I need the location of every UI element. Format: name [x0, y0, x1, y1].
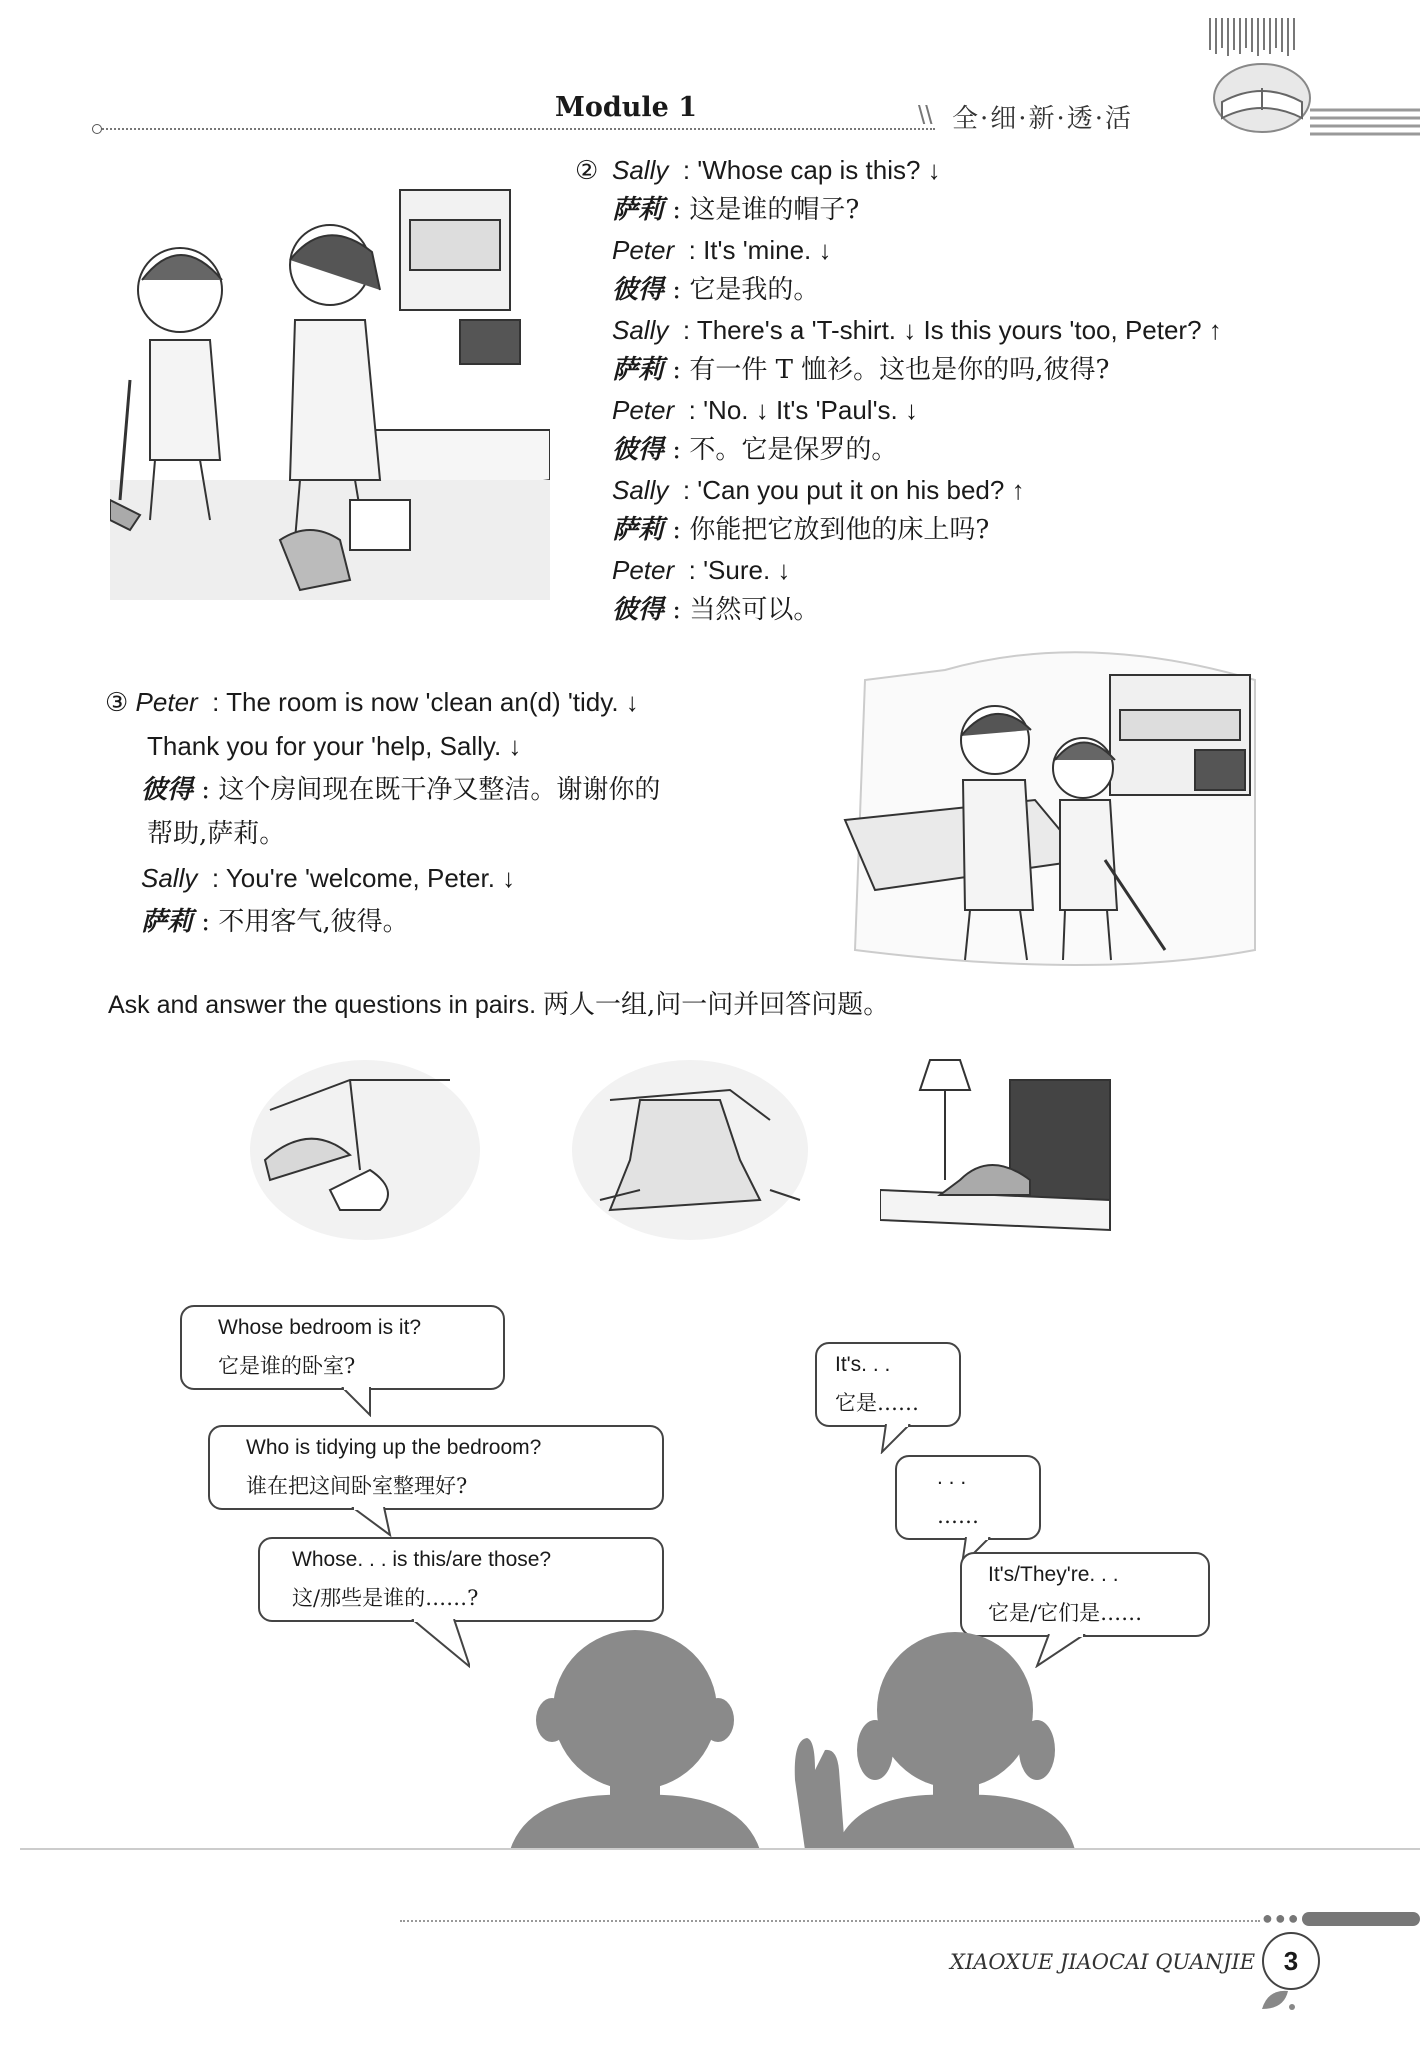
line-text: 'Whose cap is this? ↓ — [697, 155, 941, 185]
header-rule — [95, 128, 935, 130]
line-text: 这个房间现在既干净又整洁。谢谢你的 — [218, 775, 661, 805]
line-text: Thank you for your 'help, Sally. ↓ — [147, 731, 522, 761]
line-text: There's a 'T-shirt. ↓ Is this yours 'too, Peter? ↑ — [696, 315, 1222, 345]
dialogue3-line — [105, 724, 835, 768]
cap-picture — [880, 1040, 1120, 1260]
speaker-colon: : — [672, 595, 682, 625]
sock-picture — [250, 1040, 480, 1240]
header-rule-dot — [92, 124, 102, 134]
speaker-colon: : — [675, 155, 691, 185]
footer-rule — [20, 1848, 1420, 1850]
speaker-name: 彼得 — [612, 435, 665, 465]
bubble-tail — [350, 1507, 400, 1537]
speaker-colon: : — [204, 687, 220, 717]
bubble-text-en: Who is tidying up the bedroom? — [246, 1436, 542, 1459]
line-text: 当然可以。 — [689, 595, 820, 625]
line-text: 不。它是保罗的。 — [689, 435, 898, 465]
task-instruction-en: Ask and answer the questions in pairs. — [108, 991, 537, 1019]
dialogue3-line — [105, 768, 835, 812]
dialogue3-line — [105, 900, 835, 944]
line-text: 这是谁的帽子? — [689, 195, 860, 225]
speaker-colon: : — [675, 315, 691, 345]
dialogue2-marker: ② — [575, 155, 599, 185]
dialogue3-line — [105, 812, 835, 856]
line-text: 帮助,萨莉。 — [147, 819, 286, 849]
dialogue3 — [105, 680, 835, 944]
speaker-name: Peter — [612, 235, 675, 265]
dialogue3-marker: ③ — [105, 687, 129, 717]
bubble-text-en: Whose. . . is this/are those? — [292, 1548, 552, 1571]
dialogue2-line — [612, 350, 1312, 390]
speaker-colon: : — [204, 863, 220, 893]
tshirt-picture — [570, 1040, 810, 1240]
speaker-colon: : — [675, 475, 691, 505]
speaker-name: Peter — [135, 687, 198, 717]
header-slogan: 全·细·新·透·活 — [952, 104, 1134, 134]
dialogue2 — [612, 150, 1312, 630]
line-text: You're 'welcome, Peter. ↓ — [225, 863, 516, 893]
page-number: 3 — [1283, 1946, 1299, 1976]
bubble-text-en: It's. . . — [835, 1353, 891, 1376]
line-text: 'Can you put it on his bed? ↑ — [697, 475, 1025, 505]
footer-dots: ●●● — [1262, 1908, 1301, 1928]
speaker-colon: : — [672, 195, 682, 225]
bubble-text-cn: 这/那些是谁的……? — [292, 1586, 479, 1610]
speaker-name: Sally — [612, 315, 669, 345]
dialogue2-line — [612, 150, 1312, 190]
speaker-colon: : — [201, 775, 211, 805]
illustration-clean-room — [835, 650, 1265, 980]
boy-silhouette — [470, 1630, 800, 1850]
dialogue2-line — [612, 430, 1312, 470]
speaker-colon: : — [681, 395, 696, 425]
bubble-tail — [880, 1424, 920, 1454]
speaker-name: Peter — [612, 395, 675, 425]
answer-bubble — [895, 1455, 1041, 1540]
line-text: 你能把它放到他的床上吗? — [689, 515, 990, 545]
question-bubble — [208, 1425, 664, 1510]
dialogue2-line — [612, 190, 1312, 230]
speaker-name: 彼得 — [612, 595, 665, 625]
dialogue2-line — [612, 230, 1312, 270]
line-text: 'No. ↓ It's 'Paul's. ↓ — [703, 395, 918, 425]
line-text: 不用客气,彼得。 — [218, 907, 409, 937]
speaker-name: 彼得 — [612, 275, 665, 305]
speaker-colon: : — [201, 907, 211, 937]
task-instruction-cn: 两人一组,问一问并回答问题。 — [542, 990, 890, 1020]
line-text: It's 'mine. ↓ — [703, 235, 832, 265]
line-text: The room is now 'clean an(d) 'tidy. ↓ — [226, 687, 639, 717]
task-instruction — [108, 985, 889, 1025]
speaker-colon: : — [672, 275, 682, 305]
girl-silhouette — [775, 1630, 1125, 1850]
answer-bubble — [815, 1342, 961, 1427]
bubble-text-cn: 它是/它们是…… — [988, 1601, 1143, 1625]
dialogue3-line — [105, 680, 835, 724]
bubble-text-cn: 它是…… — [835, 1391, 919, 1415]
bubble-text-cn: 它是谁的卧室? — [218, 1354, 356, 1378]
dialogue2-line — [612, 550, 1312, 590]
line-text: 有一件 T 恤衫。这也是你的吗,彼得? — [689, 355, 1110, 385]
question-bubble — [180, 1305, 505, 1390]
dialogue2-line — [612, 470, 1312, 510]
bubble-tail — [410, 1619, 470, 1669]
answer-bubble — [960, 1552, 1210, 1637]
bubble-text-en: It's/They're. . . — [988, 1563, 1119, 1586]
bubble-text-en: Whose bedroom is it? — [218, 1316, 422, 1339]
bubble-text-en: . . . — [937, 1466, 967, 1489]
dialogue3-line — [105, 856, 835, 900]
speaker-name: 萨莉 — [141, 907, 194, 937]
speaker-name: Sally — [612, 155, 669, 185]
dialogue2-line — [612, 510, 1312, 550]
bubble-text-cn: …… — [937, 1504, 979, 1528]
page-number-circle — [1262, 1932, 1320, 1990]
dialogue2-line — [612, 270, 1312, 310]
speaker-colon: : — [681, 235, 696, 265]
question-bubble — [258, 1537, 664, 1622]
speaker-colon: : — [672, 355, 682, 385]
dialogue2-line — [612, 310, 1312, 350]
footer-bar — [1302, 1912, 1420, 1926]
book-logo-icon — [1200, 10, 1420, 140]
illustration-tidying-room — [110, 180, 550, 600]
speaker-name: 萨莉 — [612, 355, 665, 385]
footer-series: XIAOXUE JIAOCAI QUANJIE — [950, 1950, 1256, 1974]
bubble-tail — [340, 1387, 380, 1417]
speaker-colon: : — [672, 515, 682, 545]
line-text: 它是我的。 — [689, 275, 820, 305]
speaker-name: Sally — [141, 863, 198, 893]
speaker-name: 萨莉 — [612, 515, 665, 545]
line-text: 'Sure. ↓ — [703, 555, 791, 585]
speaker-name: 彼得 — [141, 775, 194, 805]
dialogue2-line — [612, 390, 1312, 430]
speaker-name: 萨莉 — [612, 195, 665, 225]
speaker-name: Peter — [612, 555, 675, 585]
module-title: Module 1 — [555, 92, 698, 123]
speaker-colon: : — [672, 435, 682, 465]
footer-rule-dotted — [400, 1920, 1260, 1922]
speaker-name: Sally — [612, 475, 669, 505]
leaf-icon — [1258, 1985, 1298, 2015]
bubble-text-cn: 谁在把这间卧室整理好? — [246, 1474, 468, 1498]
speaker-colon: : — [681, 555, 696, 585]
dialogue2-line — [612, 590, 1312, 630]
slogan-slash: \\ — [918, 100, 933, 130]
